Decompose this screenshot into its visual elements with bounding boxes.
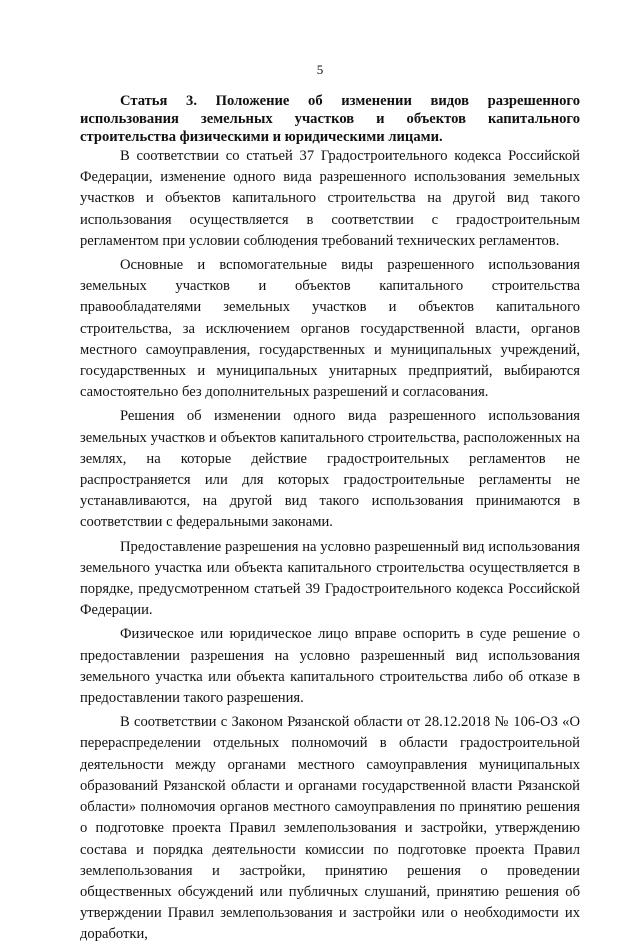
paragraph: В соответствии со статьей 37 Градостроительного кодекса Российской Федерации, изменение одного вида разрешенного использования земельных участков и объектов капитального строительства на другой вид такого использования осуществляется в соответствии с градостроительным регламентом при условии соблюдения требований технических регламентов.	[80, 148, 580, 249]
paragraph: Физическое или юридическое лицо вправе оспорить в суде решение о предоставлении разрешения на условно разрешенный вид использования земельного участка или объекта капитального строительства либо об отказе в предоставлении такого разрешения.	[80, 626, 580, 707]
paragraph: В соответствии с Законом Рязанской области от 28.12.2018 № 106-ОЗ «О перераспределении отдельных полномочий в области градостроительной деятельности между органами местного самоуправления муниципальных образований Рязанской области и органами государственной власти Рязанской области» полномочия органов местного самоуправления по принятию решения о подготовке проекта Правил землепользования и застройки, утверждению состава и порядка деятельности комиссии по подготовке проекта Правил землепользования и застройки, принятию решения о проведении общественных обсуждений или публичных слушаний, принятию решения об утверждении Правил землепользования и застройки или о необходимости их доработки,	[80, 714, 580, 943]
paragraph: Предоставление разрешения на условно разрешенный вид использования земельного участка или объекта капитального строительства осуществляется в порядке, предусмотренном статьей 39 Градостроительного кодекса Российской Федерации.	[80, 538, 580, 619]
article-heading: Статья 3. Положение об изменении видов разрешенного использования земельных участков и объектов капитального строительства физическими и юридическими лицами.	[80, 93, 580, 145]
page-number: 5	[316, 62, 324, 77]
paragraph: Решения об изменении одного вида разрешенного использования земельных участков и объектов капитального строительства, расположенных на землях, на которые действие градостроительных регламентов не распространяется или для которых градостроительные регламенты не устанавливаются, на другой вид такого использования принимаются в соответствии с федеральными законами.	[80, 408, 580, 531]
paragraph: Основные и вспомогательные виды разрешенного использования земельных участков и объектов капитального строительства правообладателями земельных участков и объектов капитального строительства, за исключением органов государственной власти, органов местного самоуправления, государственных и муниципальных учреждений, государственных и муниципальных унитарных предприятий, выбираются самостоятельно без дополнительных разрешений и согласования.	[80, 257, 580, 401]
document-body	[80, 92, 580, 946]
